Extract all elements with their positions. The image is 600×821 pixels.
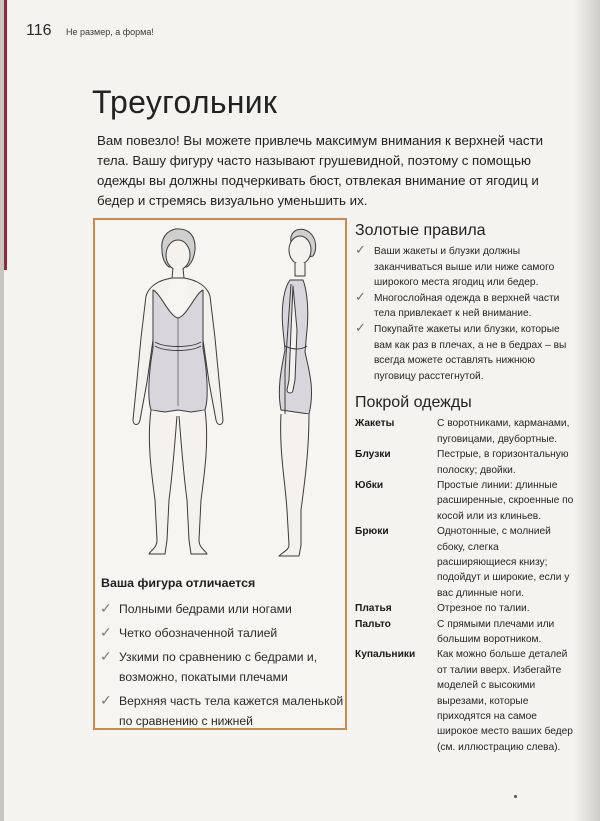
list-item: ✓ Полными бедрами или ногами: [100, 600, 292, 616]
cut-term: Купальники: [355, 649, 416, 661]
cut-description: Как можно больше деталей от талии вверх. Избегайте моделей с высокими вырезами, которые приходятся на самое широкое место ваших бедер (см. иллюстрацию слева).: [437, 649, 573, 753]
cut-term: Юбки: [355, 479, 384, 491]
checkmark-icon: ✓: [100, 692, 112, 708]
table-row: [355, 524, 577, 601]
cut-description: Отрезное по талии.: [437, 603, 530, 615]
body-shape-illustration: [95, 220, 345, 565]
page-number: 116: [26, 22, 52, 39]
cut-term: Жакеты: [355, 418, 395, 430]
cut-term: Пальто: [355, 618, 391, 630]
list-item: ✓ Верхняя часть тела кажется маленькой по сравнению с нижней: [100, 692, 344, 728]
list-item: ✓ Четко обозначенной талией: [100, 624, 278, 640]
page-title: Треугольник: [92, 84, 278, 120]
list-item: ✓ Узкими по сравнению с бедрами и, возможно, покатыми плечами: [100, 648, 318, 684]
figure-traits-list: [95, 599, 345, 735]
table-row: [355, 617, 577, 648]
checkmark-icon: ✓: [355, 288, 366, 304]
running-title: Не размер, а форма!: [66, 27, 154, 37]
cut-description: Однотонные, с молнией сбоку, слегка расширяющиеся книзу; подойдут и широкие, если у вас длинные ноги.: [437, 526, 570, 599]
golden-rules-title: Золотые правила: [355, 222, 486, 239]
table-row: [355, 478, 577, 524]
clothing-cut-table: [355, 416, 577, 755]
chapter-color-rule: [4, 0, 7, 270]
print-speck: [514, 795, 517, 798]
front-view-figure: [133, 229, 223, 554]
list-item: ✓ Многослойная одежда в верхней части тела привлекает к ней внимание.: [355, 288, 560, 320]
figure-panel: [93, 218, 347, 730]
intro-paragraph: Вам повезло! Вы можете привлечь максимум внимания к верхней части тела. Вашу фигуру часто называют грушевидной, поэтому с помощью одежды вы должны подчеркивать бюст, отвлекая внимание от ягодиц и бедер и стремясь визуально уменьшить их.: [97, 133, 544, 208]
right-column: [355, 222, 577, 755]
table-row: [355, 447, 577, 478]
figure-panel-heading: Ваша фигура отличается: [101, 576, 256, 590]
table-row: [355, 601, 577, 616]
cut-term: Блузки: [355, 449, 391, 461]
cut-description: Простые линии: длинные расширенные, скроенные по косой или из клиньев.: [437, 479, 574, 522]
cut-term: Брюки: [355, 526, 389, 538]
checkmark-icon: ✓: [355, 242, 366, 257]
cut-description: С воротниками, карманами, пуговицами, двубортные.: [437, 418, 570, 445]
cut-term: Платья: [355, 603, 392, 615]
checkmark-icon: ✓: [100, 624, 112, 640]
golden-rules-list: [355, 244, 577, 384]
checkmark-icon: ✓: [100, 600, 112, 616]
checkmark-icon: ✓: [100, 648, 112, 664]
checkmark-icon: ✓: [355, 319, 366, 335]
table-row: [355, 416, 577, 447]
page-gutter-shadow: [574, 0, 600, 821]
list-item: ✓ Покупайте жакеты или блузки, которые вам как раз в плечах, а не в бедрах – вы всегда можете оставлять нижнюю пуговицу расстегнутой.: [355, 319, 567, 382]
clothing-cut-title: Покрой одежды: [355, 394, 472, 412]
list-item: ✓ Ваши жакеты и блузки должны заканчиваться выше или ниже самого широкого места ягодиц или бедер.: [355, 242, 555, 289]
table-row: [355, 647, 577, 755]
cut-description: С прямыми плечами или большим воротником.: [437, 618, 555, 646]
cut-description: Пестрые, в горизонтальную полоску; двойки.: [437, 449, 569, 476]
side-view-figure: [279, 229, 316, 556]
